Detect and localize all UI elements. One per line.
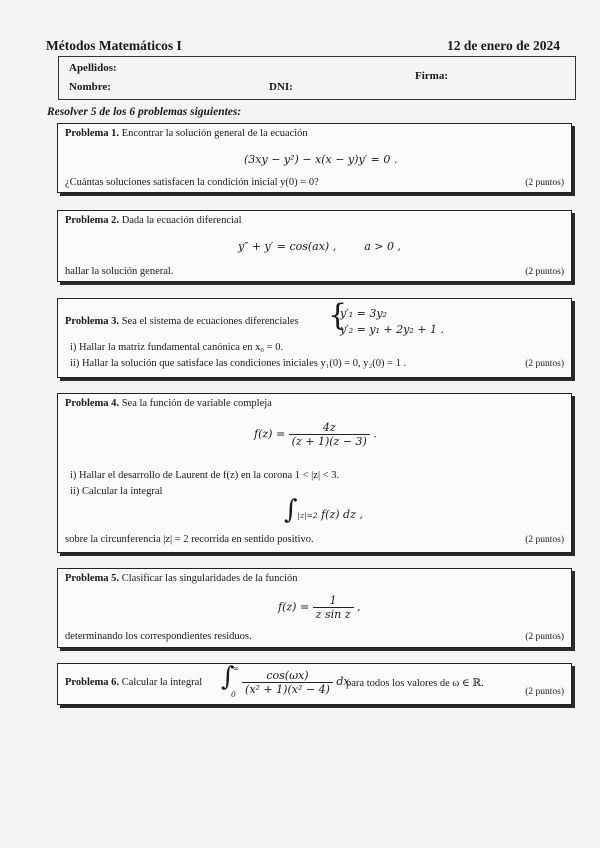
id-label: DNI: — [269, 81, 293, 93]
problem-2-text: Dada la ecuación diferencial — [121, 215, 242, 226]
problem-3-item-1: i) Hallar la matriz fundamental canónica en x₀ = 0. — [70, 342, 284, 353]
lower-limit: 0 — [231, 690, 236, 699]
problem-5-question: determinando los correspondientes residuos. — [65, 631, 252, 642]
problem-4-item-1: i) Hallar el desarrollo de Laurent de f(z) en la corona 1 < |z| < 3. — [70, 470, 340, 481]
problem-2-title: Problema 2. — [65, 215, 120, 226]
upper-limit: ∞ — [233, 664, 240, 673]
problem-6 — [57, 663, 572, 705]
student-info-box — [58, 56, 576, 100]
problem-1-text: Encontrar la solución general de la ecuación — [121, 128, 308, 139]
integral-sign: ∫ — [221, 662, 235, 692]
fraction: $\frac{\cos(\omega x)}{\text{(x² + 1)(x² − 4)}}$ — [242, 669, 333, 696]
problem-3 — [57, 298, 572, 378]
problem-3-text: Sea el sistema de ecuaciones diferenciales — [121, 316, 299, 327]
surname-label: Apellidos: — [69, 62, 117, 74]
problem-1-equation: (3xy − y²) − x(x − y)y′ = 0 . — [244, 153, 398, 166]
problem-3-eq2: y′₂ = y₁ + 2y₂ + 1 . — [340, 323, 444, 336]
problem-4-function: f(z) = $\frac{4z}{(z + 1)(z - 3)}$ . — [254, 421, 377, 448]
problem-2-points: (2 puntos) — [525, 267, 564, 277]
problem-2-question: hallar la solución general. — [65, 266, 174, 277]
problem-4-points: (2 puntos) — [525, 535, 564, 545]
problem-5 — [57, 568, 572, 648]
fraction: $\frac{4z}{(z + 1)(z - 3)}$ — [289, 421, 370, 448]
problem-3-points: (2 puntos) — [525, 359, 564, 369]
problem-1 — [57, 123, 572, 193]
problem-5-function: f(z) = $\frac{1}{\text{z sin z}}$ , — [278, 594, 361, 621]
signature-label: Firma: — [415, 70, 448, 82]
problem-3-eq1: y′₁ = 3y₂ — [340, 307, 387, 320]
problem-1-title: Problema 1. — [65, 128, 120, 139]
problem-4-text: Sea la función de variable compleja — [121, 398, 272, 409]
problem-4-integral: ∫|z|=2 f(z) dz , — [284, 495, 363, 525]
system-brace: { — [328, 298, 348, 333]
problem-6-tail: para todos los valores de ω ∈ ℝ. — [346, 678, 484, 689]
problem-2 — [57, 210, 572, 282]
problem-6-integral: ∫ 0 ∞ $\frac{\cos(\omega x)}{\text{(x² + 1)(x² − 4)}}$ dx — [221, 662, 350, 699]
name-label: Nombre: — [69, 81, 111, 93]
problem-4-item-2: ii) Calcular la integral — [70, 486, 163, 497]
problem-1-points: (2 puntos) — [525, 178, 564, 188]
problem-1-question: ¿Cuántas soluciones satisfacen la condición inicial y(0) = 0? — [65, 177, 319, 188]
problem-4-title: Problema 4. — [65, 398, 120, 409]
problem-6-title: Problema 6. — [65, 677, 120, 688]
course-title: Métodos Matemáticos I — [46, 38, 182, 53]
fraction: $\frac{1}{\text{z sin z}}$ — [313, 594, 354, 621]
problem-5-text: Clasificar las singularidades de la función — [121, 573, 298, 584]
problem-3-title: Problema 3. — [65, 316, 120, 327]
problem-3-item-2: ii) Hallar la solución que satisface las condiciones iniciales y₁(0) = 0, y₂(0) = 1 . — [70, 358, 407, 369]
problem-6-text: Calcular la integral — [121, 677, 203, 688]
integral-sign: ∫ — [284, 495, 298, 525]
problem-4-question: sobre la circunferencia |z| = 2 recorrida en sentido positivo. — [65, 534, 314, 545]
problem-2-equation: y″ + y′ = cos(ax) , a > 0 , — [238, 240, 401, 253]
instructions: Resolver 5 de los 6 problemas siguientes: — [47, 106, 242, 118]
problem-6-points: (2 puntos) — [525, 687, 564, 697]
exam-date: 12 de enero de 2024 — [447, 38, 560, 53]
problem-5-points: (2 puntos) — [525, 632, 564, 642]
exam-header — [46, 38, 560, 56]
problem-5-title: Problema 5. — [65, 573, 120, 584]
problem-4 — [57, 393, 572, 553]
